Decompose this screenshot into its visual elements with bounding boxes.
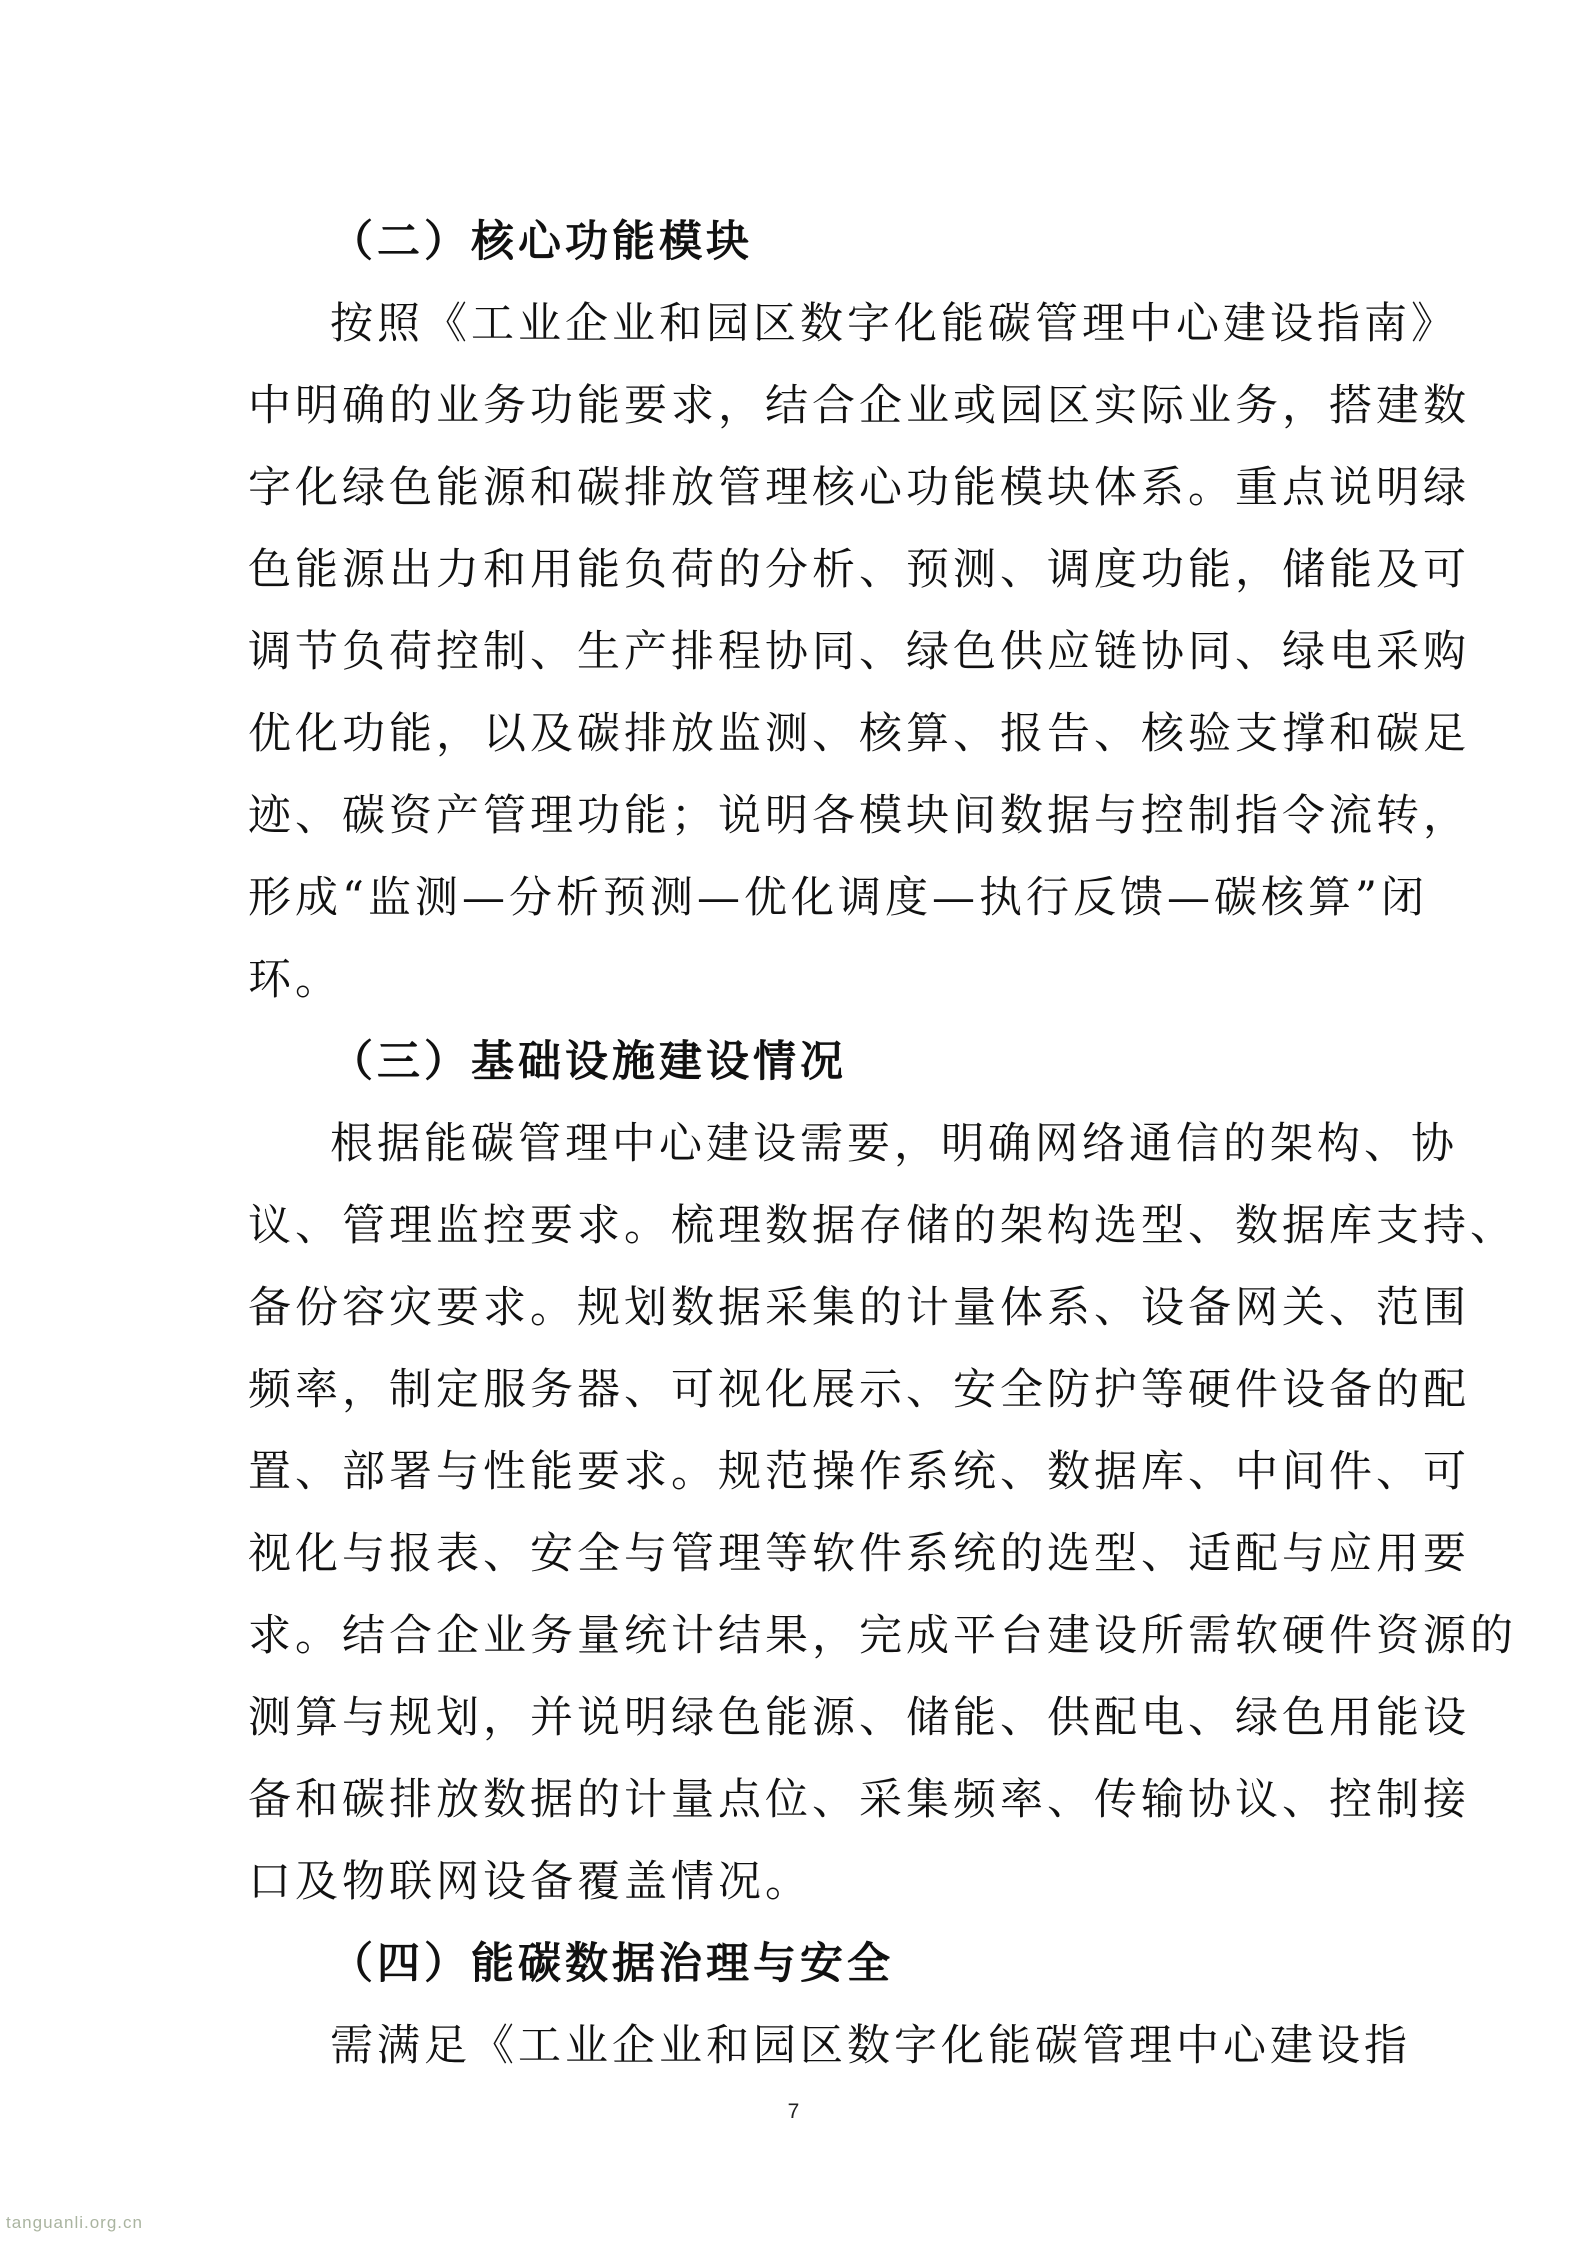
paragraph-line: 中明确的业务功能要求，结合企业或园区实际业务，搭建数: [248, 381, 1470, 431]
paragraph-line: 频率，制定服务器、可视化展示、安全防护等硬件设备的配: [248, 1365, 1470, 1415]
page-number: 7: [787, 2100, 800, 2123]
paragraph-line: 需满足《工业企业和园区数字化能碳管理中心建设指: [330, 2021, 1411, 2071]
paragraph-line: 调节负荷控制、生产排程协同、绿色供应链协同、绿电采购: [248, 627, 1470, 677]
paragraph-line: 迹、碳资产管理功能；说明各模块间数据与控制指令流转，: [248, 791, 1470, 841]
paragraph-line: 形成“监测—分析预测—优化调度—执行反馈—碳核算”闭: [248, 873, 1428, 923]
paragraph-line: 字化绿色能源和碳排放管理核心功能模块体系。重点说明绿: [248, 463, 1470, 513]
paragraph-line: 置、部署与性能要求。规范操作系统、数据库、中间件、可: [248, 1447, 1470, 1497]
section-heading-core-modules: （二）核心功能模块: [330, 217, 753, 267]
paragraph-line: 色能源出力和用能负荷的分析、预测、调度功能，储能及可: [248, 545, 1470, 595]
paragraph-line: 测算与规划，并说明绿色能源、储能、供配电、绿色用能设: [248, 1693, 1470, 1743]
section-heading-data-governance: （四）能碳数据治理与安全: [330, 1939, 894, 1989]
paragraph-line: 视化与报表、安全与管理等软件系统的选型、适配与应用要: [248, 1529, 1470, 1579]
paragraph-line: 口及物联网设备覆盖情况。: [248, 1857, 812, 1907]
paragraph-line: 根据能碳管理中心建设需要，明确网络通信的架构、协: [330, 1119, 1458, 1169]
paragraph-line: 优化功能，以及碳排放监测、核算、报告、核验支撑和碳足: [248, 709, 1470, 759]
section-heading-infrastructure: （三）基础设施建设情况: [330, 1037, 847, 1087]
watermark: tanguanli.org.cn: [6, 2213, 143, 2232]
paragraph-line: 按照《工业企业和园区数字化能碳管理中心建设指南》: [330, 299, 1458, 349]
paragraph-line: 备份容灾要求。规划数据采集的计量体系、设备网关、范围: [248, 1283, 1470, 1333]
paragraph-line: 环。: [248, 955, 342, 1005]
paragraph-line: 求。结合企业务量统计结果，完成平台建设所需软硬件资源的: [248, 1611, 1517, 1661]
paragraph-line: 议、管理监控要求。梳理数据存储的架构选型、数据库支持、: [248, 1201, 1517, 1251]
paragraph-line: 备和碳排放数据的计量点位、采集频率、传输协议、控制接: [248, 1775, 1470, 1825]
